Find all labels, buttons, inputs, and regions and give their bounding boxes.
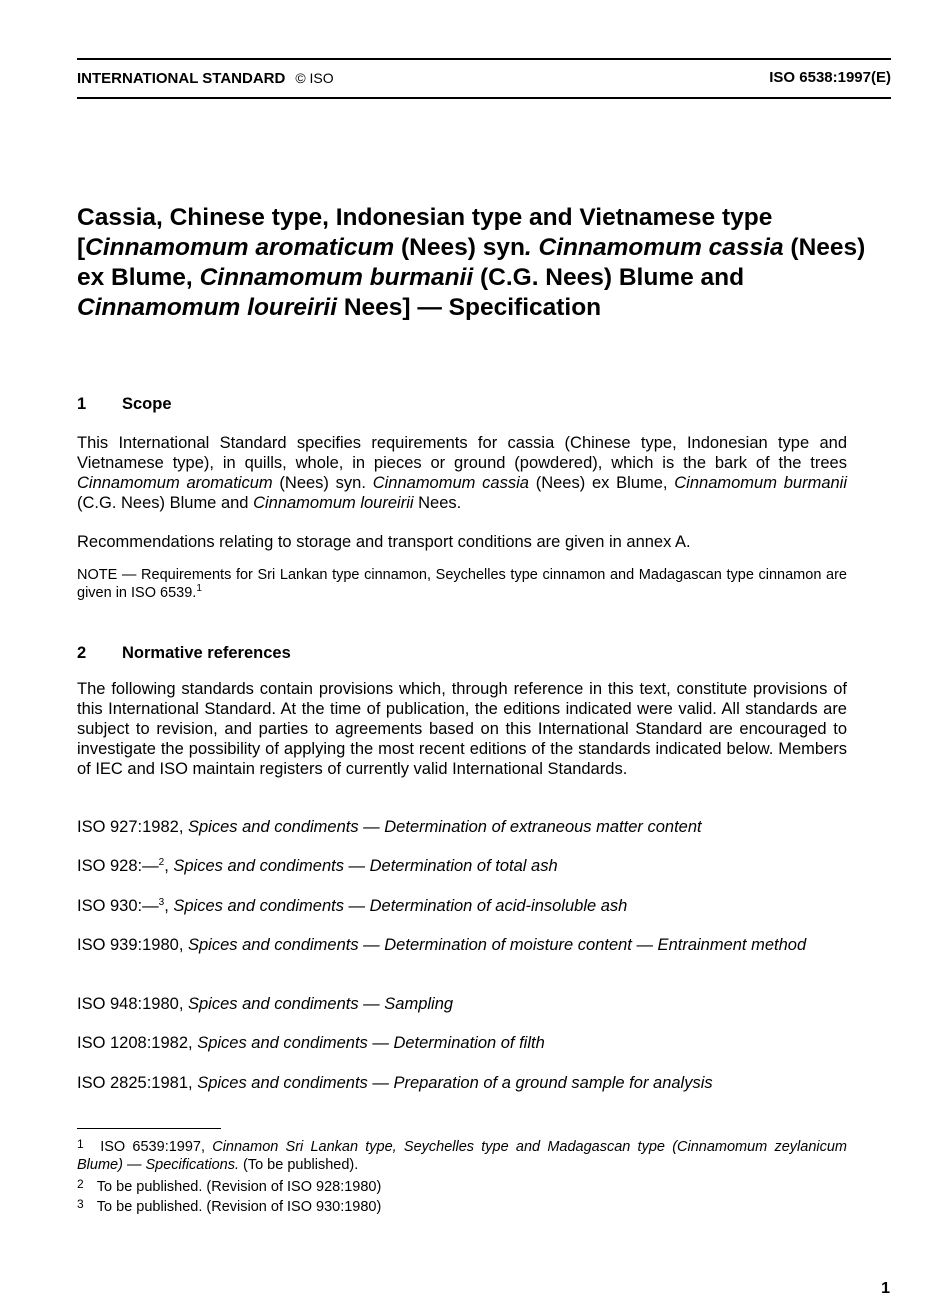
- normative-intro-paragraph: The following standards contain provisions which, through reference in this text, constitute provisions of this International Standard. At the time of publication, the editions indicated were valid. All standards are subject to revision, and parties to agreements based on this International Standard are encouraged to investigate the possibility of applying the most recent editions of the standards indicated below. Members of IEC and ISO maintain registers of currently valid International Standards.: [77, 680, 847, 778]
- recommendations-paragraph: Recommendations relating to storage and transport conditions are given in annex A.: [77, 533, 691, 551]
- reference-item: ISO 1208:1982, Spices and condiments — Determination of filth: [77, 1034, 545, 1052]
- header-left: [77, 69, 334, 88]
- section-number: 1: [77, 395, 87, 413]
- footnote: 3 To be published. (Revision of ISO 930:1980): [77, 1197, 382, 1215]
- reference-item: ISO 939:1980, Spices and condiments — Determination of moisture content — Entrainment method: [77, 936, 807, 954]
- reference-item: ISO 2825:1981, Spices and condiments — Preparation of a ground sample for analysis: [77, 1074, 713, 1092]
- header-copyright: © ISO: [295, 70, 334, 86]
- footnote: 2 To be published. (Revision of ISO 928:1980): [77, 1177, 382, 1195]
- section-title: Scope: [122, 395, 172, 413]
- footnote: 1 ISO 6539:1997, Cinnamon Sri Lankan type, Seychelles type and Madagascan type (Cinnamomum zeylanicum Blume) — Specifications. (To be published).: [77, 1137, 848, 1173]
- page-number: 1: [881, 1280, 890, 1297]
- footnote-ref: 1: [196, 582, 202, 594]
- note-paragraph: NOTE — Requirements for Sri Lankan type cinnamon, Seychelles type cinnamon and Madagascan type cinnamon are given in ISO 6539.$^1$: [77, 567, 847, 601]
- section-heading-normative-references: [77, 643, 291, 663]
- header-doc-id: ISO 6538:1997(E): [769, 69, 891, 86]
- section-number: 2: [77, 644, 87, 662]
- document-title: Cassia, Chinese type, Indonesian type and Vietnamese type [Cinnamomum aromaticum (Nees) syn. Cinnamomum cassia (Nees) ex Blume, Cinnamomum burmanii (C.G. Nees) Blume and Cinnamomum loureirii Nees] — Specification: [77, 204, 866, 321]
- reference-item: ISO 930:—$^3$, Spices and condiments — Determination of acid-insoluble ash: [77, 897, 628, 915]
- footnote-separator: [77, 1128, 221, 1129]
- reference-item: ISO 948:1980, Spices and condiments — Sampling: [77, 995, 454, 1013]
- header-top-rule: [77, 58, 891, 60]
- reference-item: ISO 927:1982, Spices and condiments — Determination of extraneous matter content: [77, 818, 702, 836]
- reference-item: ISO 928:—$^2$, Spices and condiments — Determination of total ash: [77, 857, 558, 875]
- section-heading-scope: [77, 394, 172, 414]
- header-bottom-rule: [77, 97, 891, 99]
- scope-paragraph: This International Standard specifies requirements for cassia (Chinese type, Indonesian type and Vietnamese type), in quills, whole, in pieces or ground (powdered), which is the bark of the trees Cinnamomum aromaticum (Nees) syn. Cinnamomum cassia (Nees) ex Blume, Cinnamomum burmanii (C.G. Nees) Blume and Cinnamomum loureirii Nees.: [77, 434, 847, 512]
- header-standard-label: INTERNATIONAL STANDARD: [77, 70, 286, 87]
- section-title: Normative references: [122, 644, 291, 662]
